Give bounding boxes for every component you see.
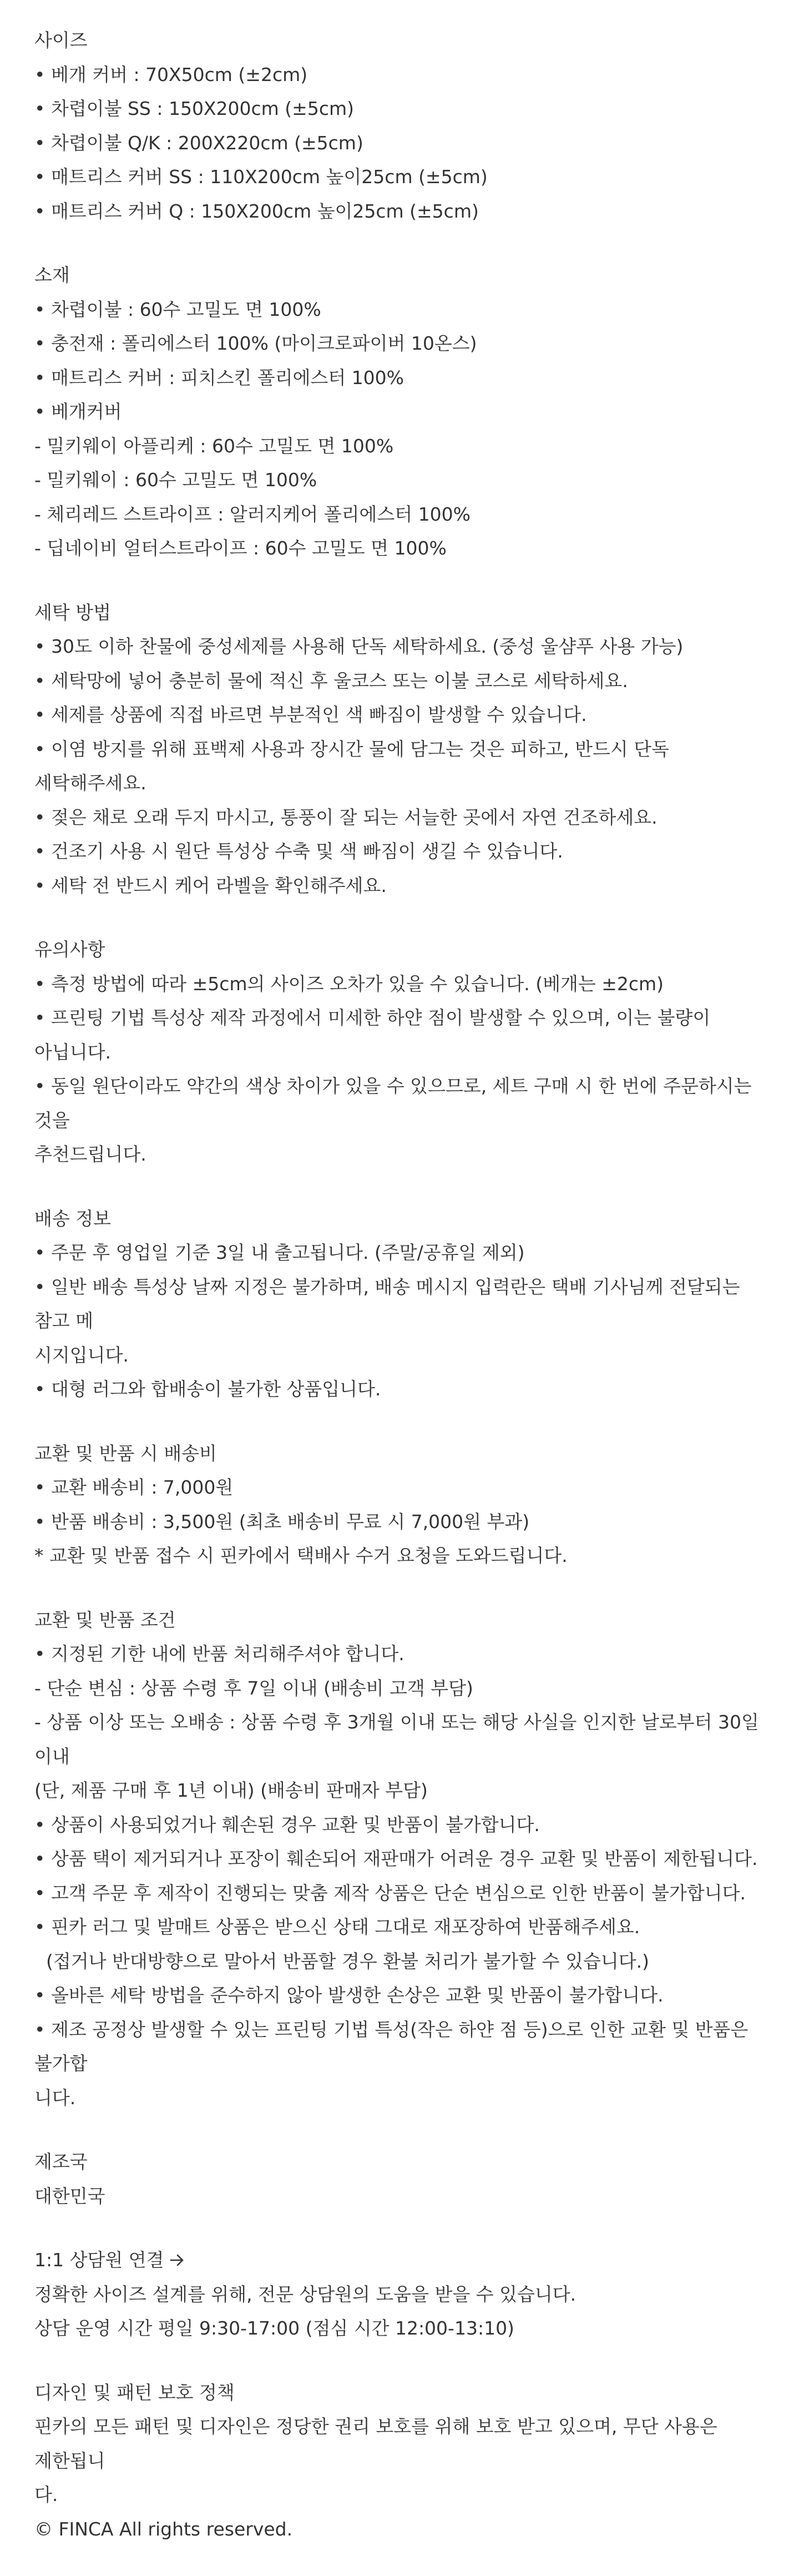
policy-line: 핀카의 모든 패턴 및 디자인은 정당한 권리 보호를 위해 보호 받고 있으며, 무단 사용은 제한됩니 다. xyxy=(34,2416,717,2506)
material-line: • 매트리스 커버 : 피치스킨 폴리에스터 100% xyxy=(34,366,404,389)
washing-line: • 세탁 전 반드시 케어 라벨을 확인해주세요. xyxy=(34,874,387,896)
section-title: 배송 정보 xyxy=(34,1207,112,1229)
washing-line: • 30도 이하 찬물에 중성세제를 사용해 단독 세탁하세요. (중성 울샴푸 사용 가능) xyxy=(34,636,684,657)
section-title: 세탁 방법 xyxy=(34,601,112,623)
shipping-line: • 일반 배송 특성상 날짜 지정은 불가하며, 배송 메시지 입력란은 택배 기사님께 전달되는 참고 메 시지입니다. xyxy=(34,1276,740,1366)
material-line: • 베개커버 xyxy=(34,401,122,422)
section-title: 디자인 및 패턴 보호 정책 xyxy=(34,2381,235,2403)
section-consult xyxy=(34,2243,767,2346)
return-condition-line: • 핀카 러그 및 발매트 상품은 받으신 상태 그대로 재포장하여 반품해주세요. xyxy=(34,1916,640,1938)
size-line: • 매트리스 커버 Q : 150X200cm 높이25cm (±5cm) xyxy=(34,200,479,222)
arrow-right-icon xyxy=(169,2252,185,2268)
section-title: 교환 및 반품 시 배송비 xyxy=(34,1442,217,1464)
consult-hours: 상담 운영 시간 평일 9:30-17:00 (점심 시간 12:00-13:10) xyxy=(34,2317,514,2339)
origin-country: 대한민국 xyxy=(34,2185,105,2207)
notes-line: • 프린팅 기법 특성상 제작 과정에서 미세한 하얀 점이 발생할 수 있으며, 이는 불량이 아닙니다. xyxy=(34,1007,716,1063)
washing-line: • 세탁망에 넣어 충분히 물에 적신 후 울코스 또는 이불 코스로 세탁하세요. xyxy=(34,669,628,692)
shipping-line: • 주문 후 영업일 기준 3일 내 출고됩니다. (주말/공휴일 제외) xyxy=(34,1242,525,1263)
material-line: - 밀키웨이 : 60수 고밀도 면 100% xyxy=(34,469,317,491)
return-fee-line: * 교환 및 반품 접수 시 핀카에서 택배사 수거 요청을 도와드립니다. xyxy=(34,1545,568,1566)
section-title: 소재 xyxy=(34,264,70,286)
section-design-policy xyxy=(34,2376,767,2547)
material-line: - 체리레드 스트라이프 : 알러지케어 폴리에스터 100% xyxy=(34,503,471,525)
return-condition-line: - 단순 변심 : 상품 수령 후 7일 이내 (배송비 고객 부담) xyxy=(34,1677,473,1699)
return-fee-line: • 반품 배송비 : 3,500원 (최초 배송비 무료 시 7,000원 부과) xyxy=(34,1510,530,1533)
notes-line: • 동일 원단이라도 약간의 색상 차이가 있을 수 있으므로, 세트 구매 시 한 번에 주문하시는 것을 추천드립니다. xyxy=(34,1075,752,1165)
material-line: • 충전재 : 폴리에스터 100% (마이크로파이버 10온스) xyxy=(34,332,477,354)
section-return-conditions xyxy=(34,1603,767,2115)
section-origin xyxy=(34,2145,767,2213)
size-line: • 매트리스 커버 SS : 110X200cm 높이25cm (±5cm) xyxy=(34,166,488,188)
product-info-content xyxy=(34,23,767,2576)
section-title: 유의사항 xyxy=(34,939,105,960)
return-condition-line: - 상품 이상 또는 오배송 : 상품 수령 후 3개월 이내 또는 해당 사실을 인지한 날로부터 30일 이내 (단, 제품 구매 후 1년 이내) (배송비 판매자 부담) xyxy=(34,1711,759,1801)
consult-link[interactable] xyxy=(34,2243,185,2277)
washing-line: • 이염 방지를 위해 표백제 사용과 장시간 물에 담그는 것은 피하고, 반드시 단독 세탁해주세요. xyxy=(34,738,675,794)
section-return-fee xyxy=(34,1436,767,1573)
section-title: 제조국 xyxy=(34,2151,88,2172)
notes-line: • 측정 방법에 따라 ±5cm의 사이즈 오차가 있을 수 있습니다. (베개는 ±2cm) xyxy=(34,972,664,995)
material-line: • 차렵이불 : 60수 고밀도 면 100% xyxy=(34,298,321,320)
material-line: - 딥네이비 얼터스트라이프 : 60수 고밀도 면 100% xyxy=(34,537,447,559)
return-fee-line: • 교환 배송비 : 7,000원 xyxy=(34,1476,234,1498)
return-condition-line: • 제조 공정상 발생할 수 있는 프린팅 기법 특성(작은 하얀 점 등)으로 인한 교환 및 반품은 불가합 니다. xyxy=(34,2018,749,2109)
section-material xyxy=(34,258,767,566)
size-line: • 베개 커버 : 70X50cm (±2cm) xyxy=(34,63,308,85)
material-line: - 밀키웨이 아플리케 : 60수 고밀도 면 100% xyxy=(34,435,394,457)
consult-line: 정확한 사이즈 설계를 위해, 전문 상담원의 도움을 받을 수 있습니다. xyxy=(34,2283,577,2305)
return-condition-line: • 상품 택이 제거되거나 포장이 훼손되어 재판매가 어려운 경우 교환 및 반품이 제한됩니다. xyxy=(34,1848,758,1869)
return-condition-line: • 지정된 기한 내에 반품 처리해주셔야 합니다. xyxy=(34,1643,404,1665)
copyright-text: © FINCA All rights reserved. xyxy=(34,2518,293,2540)
return-condition-line: (접거나 반대방향으로 말아서 반품할 경우 환불 처리가 불가할 수 있습니다.) xyxy=(34,1950,649,1972)
size-line: • 차렵이불 Q/K : 200X220cm (±5cm) xyxy=(34,132,363,154)
washing-line: • 건조기 사용 시 원단 특성상 수축 및 색 빠짐이 생길 수 있습니다. xyxy=(34,840,563,862)
washing-line: • 세제를 상품에 직접 바르면 부분적인 색 빠짐이 발생할 수 있습니다. xyxy=(34,704,587,725)
section-title: 사이즈 xyxy=(34,29,88,51)
shipping-line: • 대형 러그와 합배송이 불가한 상품입니다. xyxy=(34,1378,381,1400)
section-washing xyxy=(34,596,767,903)
washing-line: • 젖은 채로 오래 두지 마시고, 통풍이 잘 되는 서늘한 곳에서 자연 건조하세요. xyxy=(34,806,658,828)
section-title: 교환 및 반품 조건 xyxy=(34,1609,176,1631)
consult-link-label: 1:1 상담원 연결 xyxy=(34,2249,164,2271)
return-condition-line: • 고객 주문 후 제작이 진행되는 맞춤 제작 상품은 단순 변심으로 인한 반품이 불가합니다. xyxy=(34,1882,746,1904)
size-line: • 차렵이불 SS : 150X200cm (±5cm) xyxy=(34,98,354,119)
section-shipping xyxy=(34,1202,767,1407)
section-size xyxy=(34,23,767,228)
section-notes xyxy=(34,932,767,1172)
return-condition-line: • 상품이 사용되었거나 훼손된 경우 교환 및 반품이 불가합니다. xyxy=(34,1813,540,1836)
return-condition-line: • 올바른 세탁 방법을 준수하지 않아 발생한 손상은 교환 및 반품이 불가합니다. xyxy=(34,1984,664,2006)
